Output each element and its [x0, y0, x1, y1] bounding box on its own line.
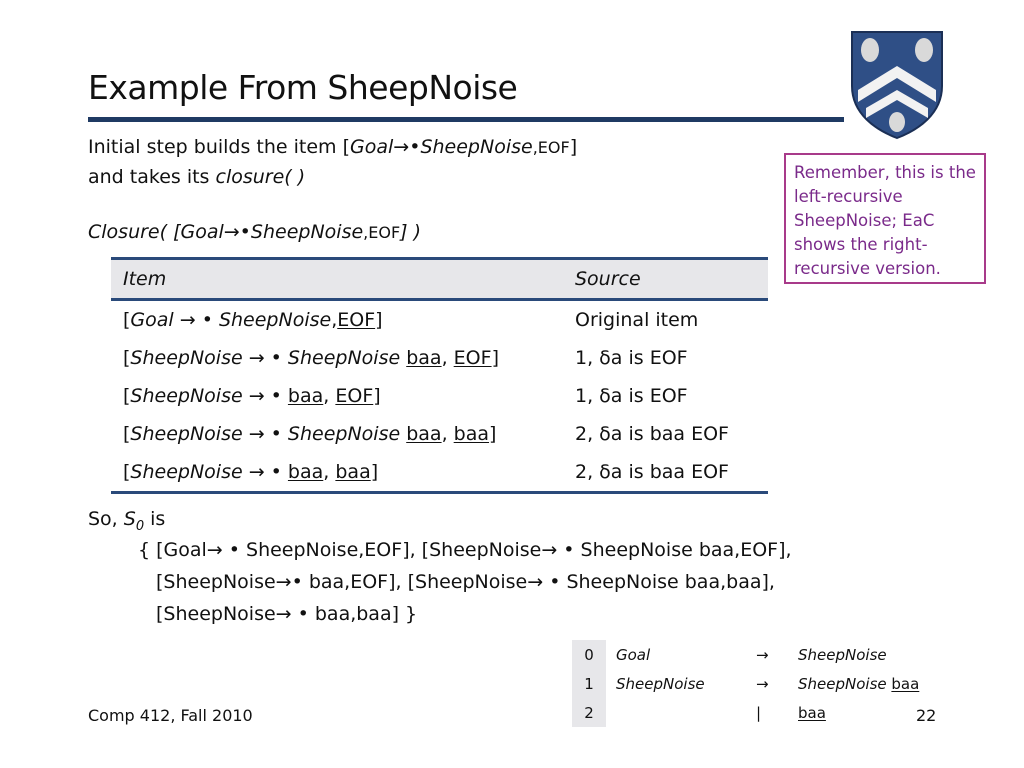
rule-rhs-nonterminal: SheepNoise [798, 674, 892, 693]
eof-symbol: ,EOF [363, 223, 401, 242]
so-line [88, 508, 165, 534]
closure-table [111, 257, 768, 494]
item-lhs: SheepNoise [130, 461, 243, 483]
item-lhs: Goal [130, 309, 174, 331]
eof-symbol: ,EOF [532, 138, 570, 157]
grammar-row [572, 669, 938, 698]
bracket: ] ) [400, 221, 422, 243]
source-cell: 2, δa is baa EOF [563, 453, 768, 493]
header-source: Source [563, 259, 768, 300]
item-cell: [Goal → • SheepNoise,EOF] [123, 309, 383, 331]
intro-text: Initial step builds the item [ [88, 136, 351, 158]
item-lhs: SheepNoise [130, 423, 243, 445]
sheepnoise-symbol: SheepNoise [420, 136, 533, 158]
grammar-row [572, 698, 938, 727]
state-subscript: 0 [135, 518, 145, 534]
rule-number: 0 [572, 640, 606, 669]
rule-rhs [798, 640, 938, 669]
grammar-row [572, 640, 938, 669]
closure-term: Closure( [ [88, 221, 181, 243]
item-rhs-terminal: baa [406, 347, 442, 369]
table-row [111, 300, 768, 340]
source-cell: Original item [575, 309, 699, 331]
source-cell: 1, δa is EOF [575, 347, 688, 369]
slide-title: Example From SheepNoise [88, 68, 518, 107]
rule-number: 1 [572, 669, 606, 698]
table-header-row [111, 259, 768, 300]
item-cell: [SheepNoise → • SheepNoise baa, baa] [123, 423, 497, 445]
grammar-table [572, 640, 938, 727]
so-text: So, [88, 508, 124, 530]
item-cell: [SheepNoise → • baa, EOF] [123, 385, 381, 407]
table-row [111, 377, 768, 415]
rule-arrow: | [756, 703, 762, 722]
bracket: ] [569, 136, 578, 158]
closure-term: closure( ) [215, 166, 306, 188]
item-rhs-nonterminal: SheepNoise [287, 347, 401, 369]
note-box: Remember, this is the left-recursive SheepNoise; EaC shows the right-recursive version. [784, 153, 986, 284]
item-cell: [SheepNoise → • baa, baa] [111, 453, 563, 493]
item-lhs: SheepNoise [130, 385, 243, 407]
rice-crest-logo [848, 28, 946, 140]
rule-lhs: Goal [616, 645, 651, 664]
item-rhs-nonterminal: SheepNoise [218, 309, 332, 331]
item-lookahead: EOF [335, 385, 374, 407]
rule-rhs [798, 669, 938, 698]
table-row [111, 453, 768, 493]
header-item: Item [111, 259, 563, 300]
rule-lhs [606, 698, 756, 727]
item-lookahead: baa [335, 461, 371, 483]
item-rhs-terminal: baa [287, 461, 324, 483]
table-row [111, 415, 768, 453]
goal-symbol: Goal [350, 136, 394, 158]
set-line-2: [SheepNoise→• baa,EOF], [SheepNoise→ • SheepNoise baa,baa], [156, 571, 775, 593]
item-cell: [SheepNoise → • SheepNoise baa, EOF] [123, 347, 499, 369]
closure-line [88, 221, 421, 243]
rule-arrow: → [756, 645, 769, 664]
item-lookahead: EOF [453, 347, 492, 369]
rule-arrow: → [756, 674, 769, 693]
sheepnoise-symbol: SheepNoise [250, 221, 364, 243]
goal-symbol: Goal [180, 221, 224, 243]
title-rule [88, 117, 844, 122]
table-row [111, 339, 768, 377]
rule-rhs-nonterminal: SheepNoise [798, 645, 887, 664]
rule-rhs-terminal: baa [798, 703, 826, 722]
item-rhs-terminal: baa [406, 423, 442, 445]
arrow-dot: →• [393, 136, 421, 158]
rule-lhs: SheepNoise [616, 674, 705, 693]
slide-number: 22 [916, 706, 937, 725]
item-lookahead: baa [453, 423, 490, 445]
state-symbol: S [123, 508, 136, 530]
arrow-dot: →• [223, 221, 251, 243]
item-rhs-terminal: baa [287, 385, 324, 407]
item-lookahead: EOF [337, 309, 376, 331]
source-cell: 2, δa is baa EOF [575, 423, 729, 445]
item-lhs: SheepNoise [130, 347, 243, 369]
rule-rhs-terminal: baa [891, 674, 920, 693]
source-cell: 1, δa is EOF [575, 385, 688, 407]
set-line-3: [SheepNoise→ • baa,baa] } [156, 603, 418, 625]
intro-line-1 [88, 136, 577, 158]
set-line-1: { [Goal→ • SheepNoise,EOF], [SheepNoise→ • SheepNoise baa,EOF], [138, 539, 792, 561]
intro-text: and takes its [88, 166, 216, 188]
so-text: is [144, 508, 166, 530]
footer-course: Comp 412, Fall 2010 [88, 706, 253, 725]
intro-line-2 [88, 166, 305, 188]
item-rhs-nonterminal: SheepNoise [287, 423, 401, 445]
rule-number: 2 [572, 698, 606, 727]
